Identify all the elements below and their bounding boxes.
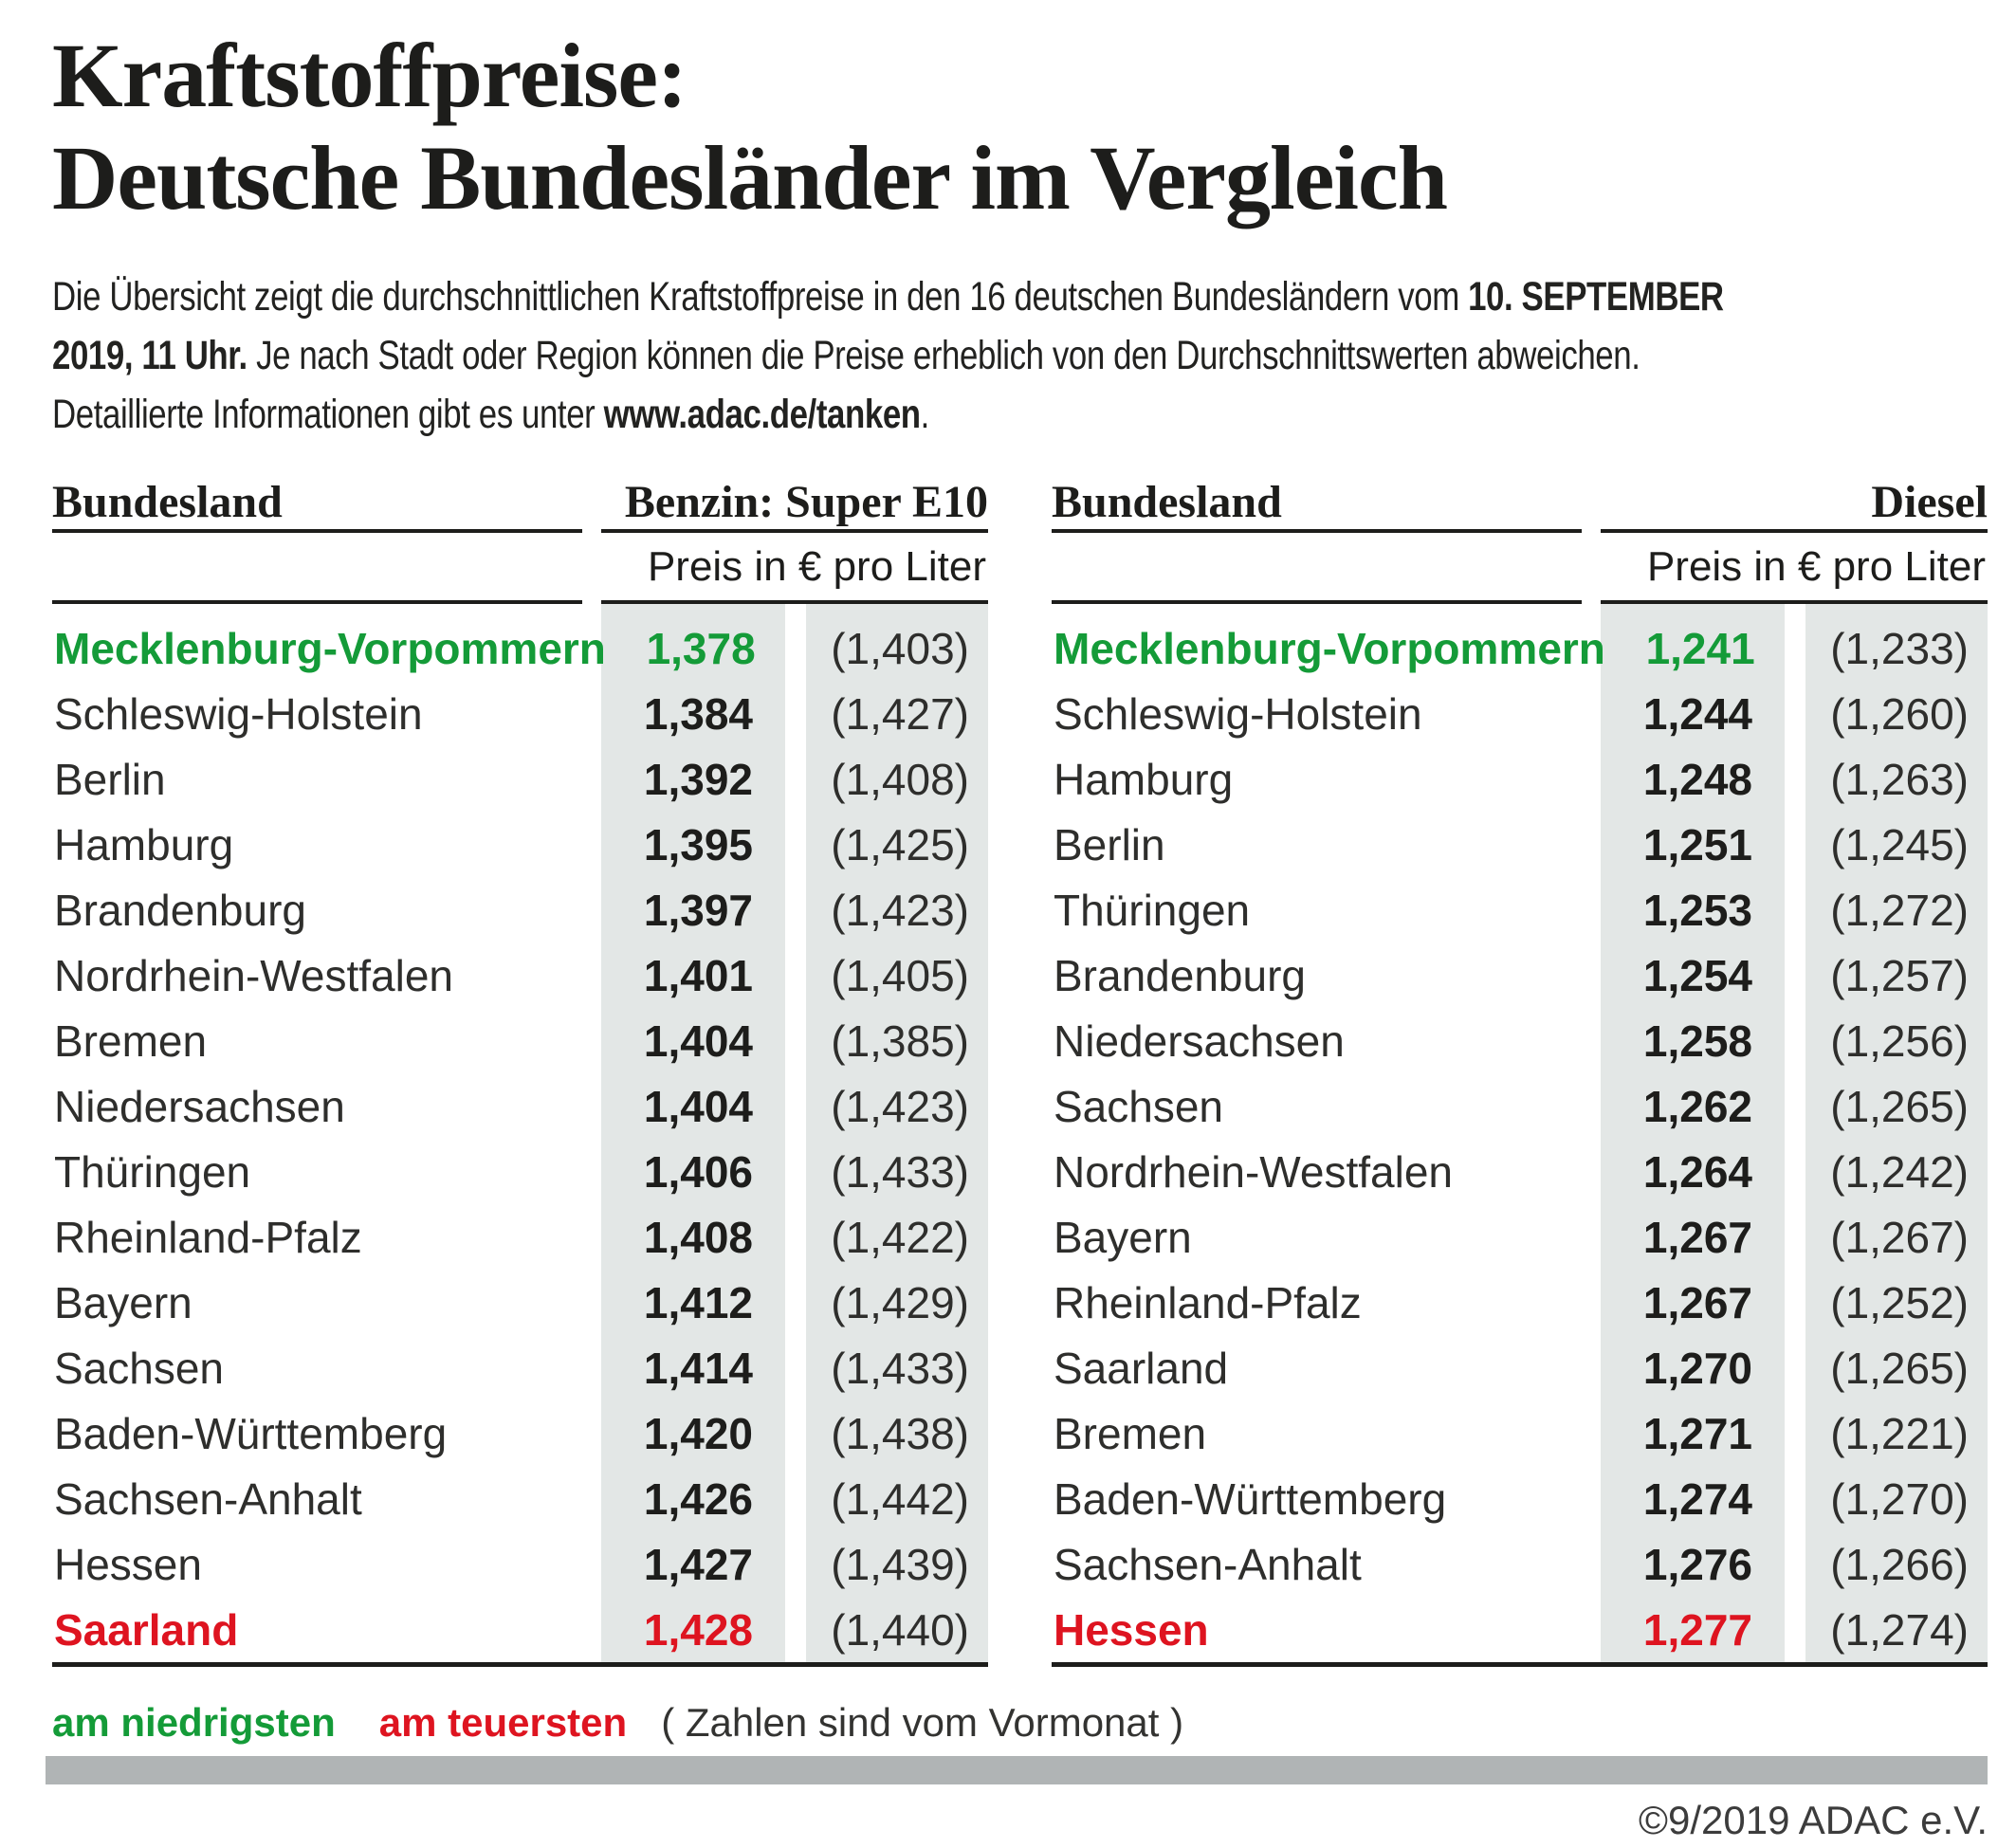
- current-price: 1,253: [1642, 885, 1752, 935]
- previous-month-price: (1,439): [831, 1539, 969, 1589]
- state-name: Schleswig-Holstein: [54, 688, 423, 739]
- previous-month-price: (1,423): [831, 1081, 969, 1131]
- benzin-table-header: [52, 476, 988, 529]
- current-price: 1,254: [1642, 950, 1752, 1000]
- table-row: [52, 1400, 988, 1466]
- bottom-rule: [1052, 1662, 1988, 1667]
- previous-month-price: (1,274): [1830, 1604, 1969, 1655]
- current-price: 1,392: [643, 754, 753, 804]
- divider-bar: [46, 1756, 1988, 1784]
- header-rule: [1052, 529, 1988, 533]
- bottom-rule: [52, 1662, 988, 1667]
- state-name: Baden-Württemberg: [54, 1408, 448, 1458]
- diesel-table: [1052, 476, 1988, 1667]
- rule-segment: [1052, 529, 1582, 533]
- state-name: Mecklenburg-Vorpommern: [1054, 623, 1605, 673]
- intro-line: [52, 385, 1988, 444]
- previous-month-price: (1,270): [1830, 1473, 1969, 1524]
- unit-label: Preis in € pro Liter: [647, 543, 986, 590]
- benzin-table-rows: [52, 604, 988, 1662]
- intro-bold-segment: www.adac.de/tanken: [603, 392, 921, 437]
- table-row: [52, 746, 988, 812]
- rule-segment: [601, 529, 988, 533]
- current-price: 1,274: [1642, 1473, 1752, 1524]
- previous-month-price: (1,442): [831, 1473, 969, 1524]
- legend: [52, 1701, 1988, 1745]
- state-name: Saarland: [1054, 1343, 1229, 1393]
- current-price: 1,428: [643, 1604, 753, 1655]
- diesel-table-header: [1052, 476, 1988, 529]
- previous-month-price: (1,438): [831, 1408, 969, 1458]
- current-price: 1,277: [1642, 1604, 1752, 1655]
- current-price: 1,412: [643, 1277, 753, 1327]
- previous-month-price: (1,266): [1830, 1539, 1969, 1589]
- current-price: 1,276: [1642, 1539, 1752, 1589]
- intro-text: [52, 267, 1988, 444]
- table-row: [52, 1270, 988, 1335]
- current-price: 1,404: [643, 1081, 753, 1131]
- state-name: Hamburg: [54, 819, 234, 869]
- column-header-bundesland: Bundesland: [1052, 477, 1282, 527]
- state-name: Saarland: [54, 1604, 239, 1655]
- page-title-line-2: Deutsche Bundesländer im Vergleich: [52, 127, 1447, 229]
- table-row: [52, 1139, 988, 1204]
- column-header-benzin-super-e10: Benzin: Super E10: [624, 477, 988, 527]
- previous-month-price: (1,429): [831, 1277, 969, 1327]
- table-row: [52, 1008, 988, 1073]
- table-row: [52, 615, 988, 681]
- table-row: [1052, 942, 1988, 1008]
- state-name: Thüringen: [1054, 885, 1251, 935]
- column-header-bundesland: Bundesland: [52, 477, 283, 527]
- current-price: 1,271: [1642, 1408, 1752, 1458]
- previous-month-price: (1,425): [831, 819, 969, 869]
- table-row: [1052, 1139, 1988, 1204]
- current-price: 1,414: [643, 1343, 753, 1393]
- current-price: 1,426: [643, 1473, 753, 1524]
- intro-line: [52, 267, 1988, 326]
- intro-segment: Je nach Stadt oder Region können die Preise erheblich von den Durchschnittswerten abweichen.: [247, 333, 1640, 378]
- previous-month-price: (1,252): [1830, 1277, 1969, 1327]
- state-name: Niedersachsen: [1054, 1015, 1345, 1066]
- table-row: [1052, 615, 1988, 681]
- previous-month-price: (1,440): [831, 1604, 969, 1655]
- header-rule: [52, 529, 988, 533]
- previous-month-price: (1,427): [831, 688, 969, 739]
- rule-gap: [1582, 529, 1601, 533]
- table-row: [1052, 1270, 1988, 1335]
- previous-month-price: (1,385): [831, 1015, 969, 1066]
- current-price: 1,420: [643, 1408, 753, 1458]
- state-name: Berlin: [54, 754, 166, 804]
- state-name: Baden-Württemberg: [1054, 1473, 1447, 1524]
- legend-lowest-label: am niedrigsten: [52, 1700, 336, 1745]
- current-price: 1,241: [1645, 623, 1755, 673]
- page-title-line-1: Kraftstoffpreise:: [52, 25, 687, 126]
- state-name: Hessen: [1054, 1604, 1209, 1655]
- page-title: [52, 25, 1988, 229]
- copyright-notice: ©9/2019 ADAC e.V.: [1639, 1798, 1988, 1842]
- intro-line: [52, 326, 1988, 385]
- intro-bold-segment: 10. SEPTEMBER: [1468, 274, 1724, 320]
- previous-month-price: (1,242): [1830, 1146, 1969, 1197]
- state-name: Berlin: [1054, 819, 1165, 869]
- diesel-table-rows: [1052, 604, 1988, 1662]
- table-row: [52, 1073, 988, 1139]
- current-price: 1,427: [643, 1539, 753, 1589]
- state-name: Sachsen-Anhalt: [54, 1473, 362, 1524]
- table-row: [1052, 681, 1988, 746]
- state-name: Niedersachsen: [54, 1081, 345, 1131]
- current-price: 1,384: [643, 688, 753, 739]
- current-price: 1,248: [1642, 754, 1752, 804]
- table-row: [52, 1531, 988, 1597]
- current-price: 1,258: [1642, 1015, 1752, 1066]
- previous-month-price: (1,256): [1830, 1015, 1969, 1066]
- table-row: [52, 877, 988, 942]
- state-name: Mecklenburg-Vorpommern: [54, 623, 606, 673]
- rule-gap: [582, 529, 601, 533]
- current-price: 1,378: [646, 623, 756, 673]
- previous-month-price: (1,433): [831, 1146, 969, 1197]
- previous-month-price: (1,405): [831, 950, 969, 1000]
- previous-month-price: (1,422): [831, 1212, 969, 1262]
- table-row: [1052, 1008, 1988, 1073]
- state-name: Nordrhein-Westfalen: [1054, 1146, 1454, 1197]
- state-name: Sachsen: [54, 1343, 225, 1393]
- state-name: Bayern: [1054, 1212, 1192, 1262]
- current-price: 1,395: [643, 819, 753, 869]
- state-name: Nordrhein-Westfalen: [54, 950, 454, 1000]
- table-row: [1052, 877, 1988, 942]
- state-name: Rheinland-Pfalz: [54, 1212, 362, 1262]
- previous-month-price: (1,233): [1830, 623, 1969, 673]
- table-row: [1052, 812, 1988, 877]
- state-name: Schleswig-Holstein: [1054, 688, 1422, 739]
- current-price: 1,251: [1642, 819, 1752, 869]
- state-name: Bayern: [54, 1277, 192, 1327]
- table-row: [1052, 1073, 1988, 1139]
- current-price: 1,397: [643, 885, 753, 935]
- previous-month-price: (1,260): [1830, 688, 1969, 739]
- previous-month-price: (1,423): [831, 885, 969, 935]
- column-header-diesel: Diesel: [1871, 477, 1988, 527]
- current-price: 1,404: [643, 1015, 753, 1066]
- previous-month-price: (1,272): [1830, 885, 1969, 935]
- table-row: [52, 942, 988, 1008]
- previous-month-price: (1,245): [1830, 819, 1969, 869]
- table-row: [52, 1335, 988, 1400]
- previous-month-price: (1,408): [831, 754, 969, 804]
- table-row: [52, 681, 988, 746]
- previous-month-price: (1,263): [1830, 754, 1969, 804]
- table-row: [52, 812, 988, 877]
- previous-month-price: (1,265): [1830, 1081, 1969, 1131]
- current-price: 1,244: [1642, 688, 1752, 739]
- previous-month-price: (1,267): [1830, 1212, 1969, 1262]
- tables-container: [52, 476, 1988, 1667]
- previous-month-price: (1,403): [831, 623, 969, 673]
- rule-segment: [1601, 529, 1988, 533]
- legend-highest-label: am teuersten: [378, 1700, 628, 1745]
- table-row: [1052, 746, 1988, 812]
- previous-month-price: (1,257): [1830, 950, 1969, 1000]
- current-price: 1,267: [1642, 1212, 1752, 1262]
- intro-segment: Detaillierte Informationen gibt es unter: [52, 392, 604, 437]
- current-price: 1,267: [1642, 1277, 1752, 1327]
- current-price: 1,270: [1642, 1343, 1752, 1393]
- current-price: 1,406: [643, 1146, 753, 1197]
- table-row: [52, 1466, 988, 1531]
- state-name: Thüringen: [54, 1146, 251, 1197]
- current-price: 1,408: [643, 1212, 753, 1262]
- table-row: [1052, 1335, 1988, 1400]
- table-row: [1052, 1204, 1988, 1270]
- state-name: Rheinland-Pfalz: [1054, 1277, 1362, 1327]
- state-name: Brandenburg: [1054, 950, 1306, 1000]
- table-row: [1052, 1400, 1988, 1466]
- previous-month-price: (1,433): [831, 1343, 969, 1393]
- state-name: Bremen: [54, 1015, 208, 1066]
- current-price: 1,262: [1642, 1081, 1752, 1131]
- state-name: Brandenburg: [54, 885, 306, 935]
- state-name: Sachsen-Anhalt: [1054, 1539, 1362, 1589]
- table-row: [1052, 1597, 1988, 1662]
- state-name: Hessen: [54, 1539, 202, 1589]
- previous-month-price: (1,265): [1830, 1343, 1969, 1393]
- current-price: 1,264: [1642, 1146, 1752, 1197]
- legend-note: ( Zahlen sind vom Vormonat ): [661, 1700, 1184, 1745]
- benzin-table: [52, 476, 988, 1667]
- state-name: Bremen: [1054, 1408, 1207, 1458]
- rule-segment: [52, 529, 582, 533]
- table-row: [1052, 1466, 1988, 1531]
- intro-segment: Die Übersicht zeigt die durchschnittlichen Kraftstoffpreise in den 16 deutschen Bundesländern vom: [52, 274, 1469, 320]
- previous-month-price: (1,221): [1830, 1408, 1969, 1458]
- table-row: [52, 1204, 988, 1270]
- table-row: [52, 1597, 988, 1662]
- intro-segment: .: [920, 392, 929, 437]
- table-row: [1052, 1531, 1988, 1597]
- state-name: Hamburg: [1054, 754, 1234, 804]
- intro-bold-segment: 2019, 11 Uhr.: [52, 333, 247, 378]
- state-name: Sachsen: [1054, 1081, 1224, 1131]
- unit-label: Preis in € pro Liter: [1646, 543, 1986, 590]
- current-price: 1,401: [643, 950, 753, 1000]
